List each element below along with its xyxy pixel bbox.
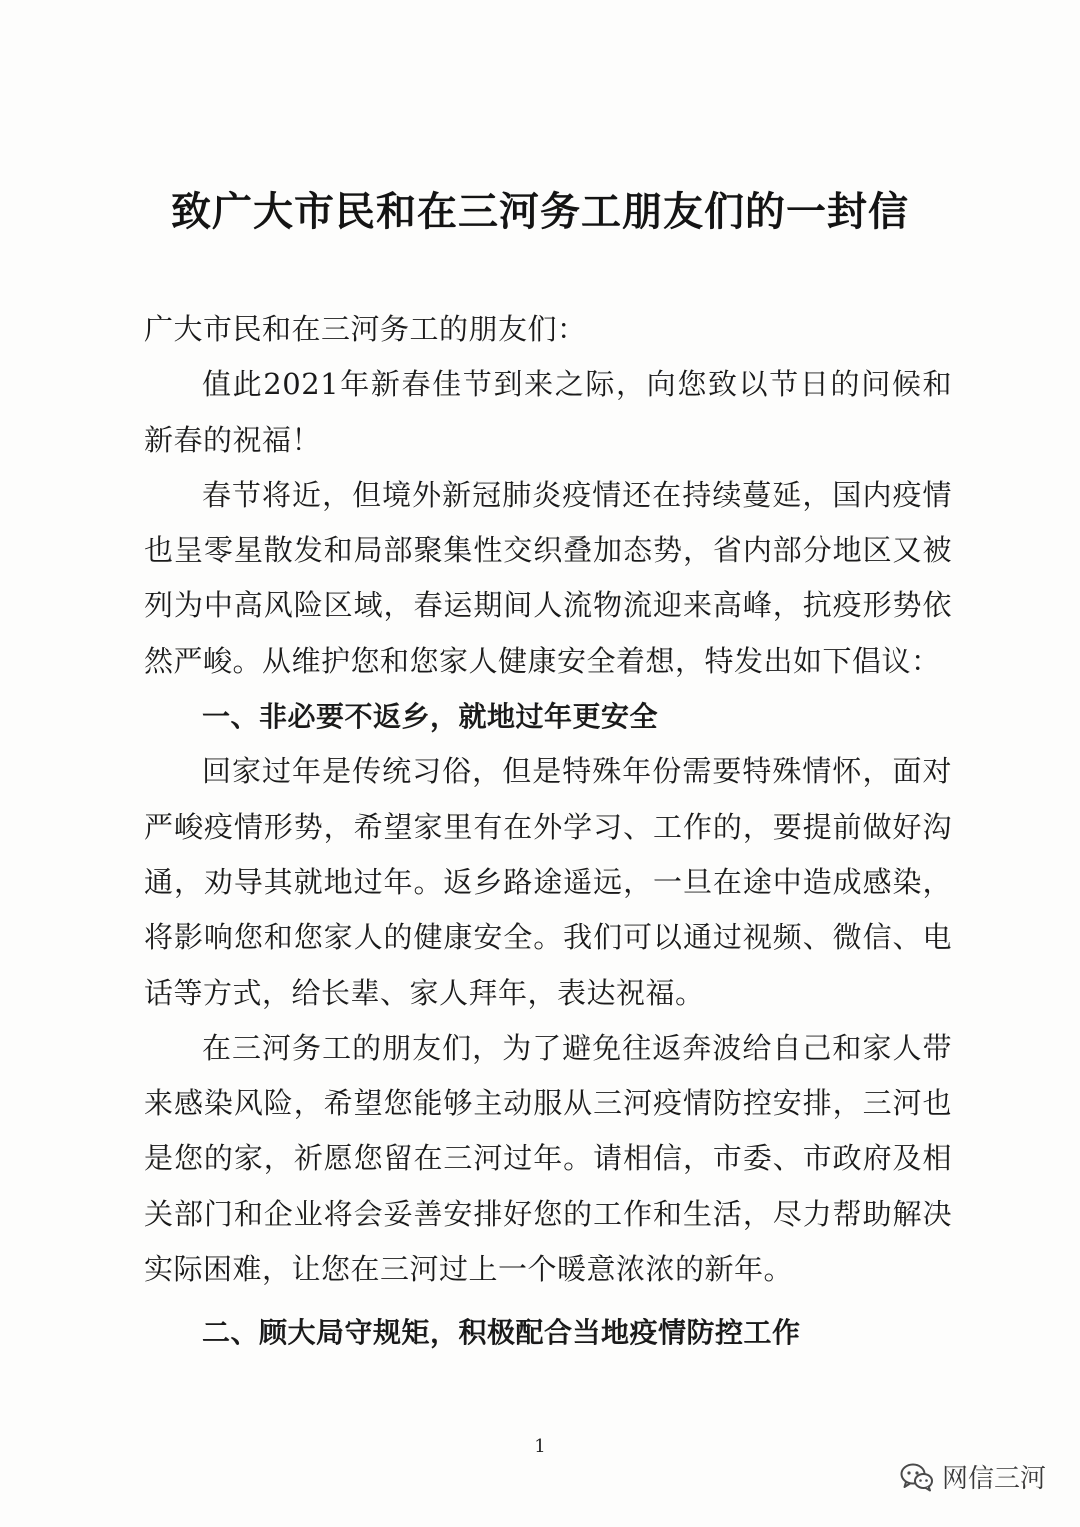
paragraph: 在三河务工的朋友们，为了避免往返奔波给自己和家人带来感染风险，希望您能够主动服从三河疫情防控安排，三河也是您的家，祈愿您留在三河过年。请相信，市委、市政府及相关部门和企业将会妥善安排好您的工作和生活，尽力帮助解决实际困难，让您在三河过上一个暖意浓浓的新年。 (144, 1030, 952, 1287)
section-heading-1: 一、非必要不返乡，就地过年更安全 (202, 700, 659, 734)
paragraph: 值此2021年新春佳节到来之际，向您致以节日的问候和新春的祝福！ (144, 367, 952, 457)
paragraph: 春节将近，但境外新冠肺炎疫情还在持续蔓延，国内疫情也呈零星散发和局部聚集性交织叠加态势，省内部分地区又被列为中高风险区域，春运期间人流物流迎来高峰，抗疫形势依然严峻。从维护您和您家人健康安全着想，特发出如下倡议： (144, 477, 952, 678)
salutation: 广大市民和在三河务工的朋友们： (144, 312, 587, 346)
paragraph: 回家过年是传统习俗，但是特殊年份需要特殊情怀，面对严峻疫情形势，希望家里有在外学习、工作的，要提前做好沟通，劝导其就地过年。返乡路途遥远，一旦在途中造成感染，将影响您和您家人的健康安全。我们可以通过视频、微信、电话等方式，给长辈、家人拜年，表达祝福。 (144, 754, 952, 1010)
letter-body (144, 302, 952, 1361)
section-heading-2: 二、顾大局守规矩，积极配合当地疫情防控工作 (202, 1316, 801, 1350)
wechat-icon (900, 1462, 934, 1492)
account-watermark (900, 1458, 1046, 1495)
letter-title: 致广大市民和在三河务工朋友们的一封信 (171, 189, 909, 235)
page-number: 1 (534, 1436, 546, 1457)
watermark-text: 网信三河 (941, 1464, 1046, 1494)
